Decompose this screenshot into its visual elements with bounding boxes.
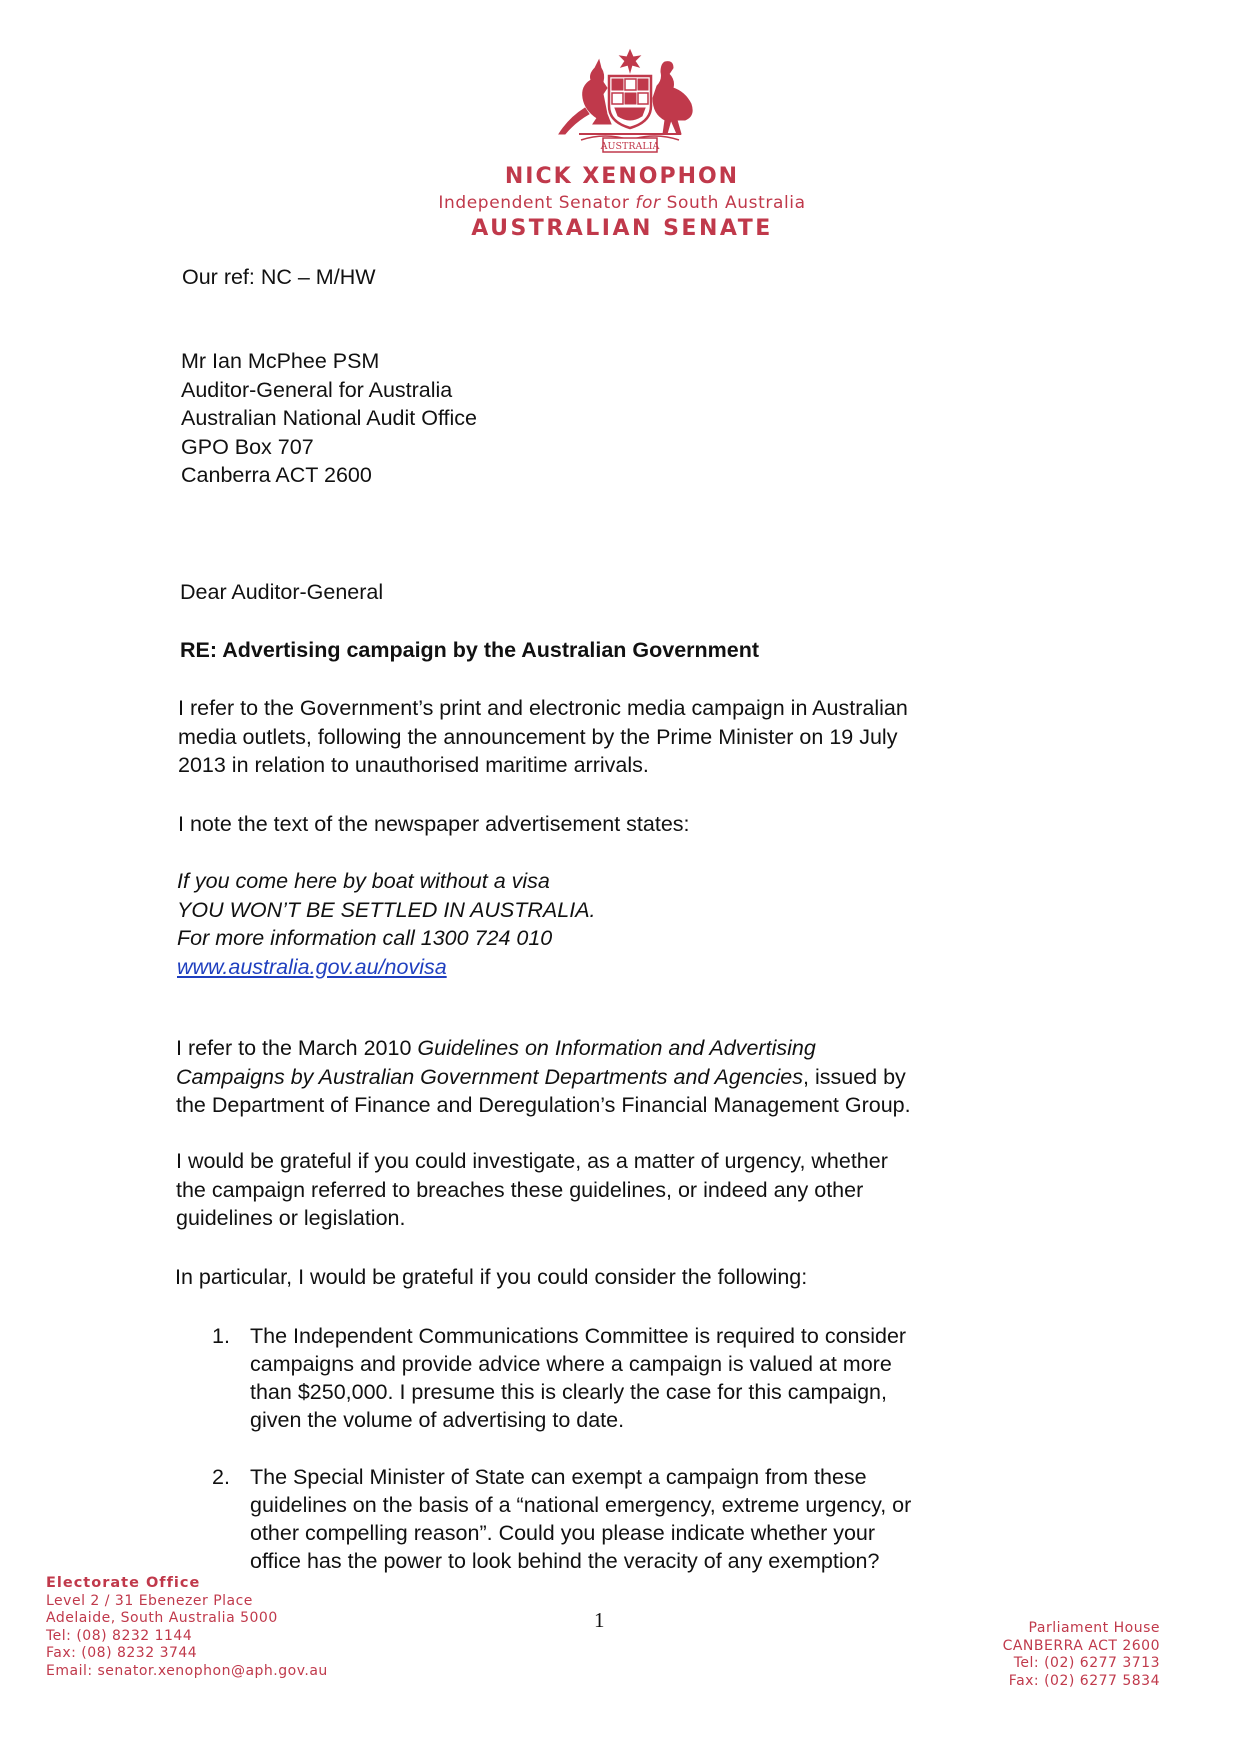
footer-line: Parliament House	[1028, 1620, 1160, 1636]
electorate-office-footer	[46, 1575, 328, 1680]
footer-line: Fax: (08) 8232 3744	[46, 1645, 198, 1661]
footer-line: Level 2 / 31 Ebenezer Place	[46, 1592, 253, 1609]
paragraph-line: I refer to the Government’s print and electronic media campaign in Australian	[178, 696, 908, 720]
subtitle-post: South Australia	[660, 193, 806, 213]
list-line: guidelines on the basis of a “national emergency, extreme urgency, or	[250, 1493, 912, 1517]
list-line: than $250,000. I presume this is clearly the case for this campaign,	[250, 1380, 887, 1404]
our-ref: Our ref: NC – M/HW	[182, 265, 376, 289]
addressee-line: Mr Ian McPhee PSM	[181, 349, 380, 373]
quote-line: For more information call 1300 724 010	[177, 926, 553, 950]
footer-title: Electorate Office	[46, 1575, 201, 1591]
quote-line: If you come here by boat without a visa	[177, 869, 550, 893]
senator-name: NICK XENOPHON	[504, 164, 740, 189]
quote-line: YOU WON’T BE SETTLED IN AUSTRALIA.	[177, 897, 596, 922]
novisa-link[interactable]: www.australia.gov.au/novisa	[177, 954, 447, 979]
paragraph-1	[178, 694, 908, 780]
crest-label: AUSTRALIA	[600, 141, 660, 152]
footer-line: Adelaide, South Australia 5000	[46, 1610, 278, 1626]
guidelines-title: Campaigns by Australian Government Departments and Agencies	[176, 1064, 804, 1089]
addressee-block	[181, 347, 477, 490]
paragraph-3	[176, 1034, 911, 1120]
subtitle-em: for	[635, 193, 661, 213]
paragraph-2: I note the text of the newspaper advertisement states:	[178, 812, 690, 836]
coat-of-arms-logo	[545, 48, 715, 154]
paragraph-5: In particular, I would be grateful if you could consider the following:	[175, 1265, 808, 1289]
page-number: 1	[594, 1608, 605, 1632]
addressee-line: Canberra ACT 2600	[181, 463, 372, 487]
footer-line: Tel: (08) 8232 1144	[46, 1627, 193, 1644]
paragraph-line: guidelines or legislation.	[176, 1206, 406, 1230]
addressee-line: Auditor-General for Australia	[181, 377, 453, 402]
list-number: 2.	[212, 1465, 230, 1489]
salutation: Dear Auditor-General	[180, 580, 384, 604]
paragraph-text: I refer to the March 2010	[176, 1036, 418, 1060]
list-line: campaigns and provide advice where a campaign is valued at more	[250, 1352, 892, 1376]
list-number: 1.	[212, 1324, 230, 1348]
paragraph-line: 2013 in relation to unauthorised maritime arrivals.	[178, 753, 649, 777]
re-subject-line: RE: Advertising campaign by the Australian Government	[180, 638, 760, 662]
footer-line: Tel: (02) 6277 3713	[1013, 1655, 1160, 1671]
paragraph-line: media outlets, following the announcement by the Prime Minister on 19 July	[178, 724, 898, 749]
list-line: The Independent Communications Committee is required to consider	[250, 1324, 907, 1348]
subtitle-pre: Independent Senator	[438, 193, 636, 213]
footer-line: CANBERRA ACT 2600	[1002, 1637, 1160, 1654]
addressee-line: GPO Box 707	[181, 434, 314, 459]
paragraph-text: , issued by	[803, 1064, 906, 1089]
list-line: The Special Minister of State can exempt a campaign from these	[250, 1465, 867, 1489]
list-line: office has the power to look behind the veracity of any exemption?	[250, 1549, 880, 1573]
list-line: other compelling reason”. Could you please indicate whether your	[250, 1521, 876, 1545]
addressee-line: Australian National Audit Office	[181, 406, 477, 430]
senate-heading: AUSTRALIAN SENATE	[471, 216, 773, 241]
paragraph-line: I would be grateful if you could investigate, as a matter of urgency, whether	[176, 1149, 888, 1173]
list-line: given the volume of advertising to date.	[250, 1408, 625, 1432]
senator-subtitle	[0, 193, 1244, 213]
footer-email: Email: senator.xenophon@aph.gov.au	[46, 1662, 328, 1679]
paragraph-line: the campaign referred to breaches these guidelines, or indeed any other	[176, 1177, 864, 1202]
footer-line: Fax: (02) 6277 5834	[1008, 1672, 1160, 1689]
parliament-house-footer	[1003, 1620, 1160, 1690]
paragraph-line: the Department of Finance and Deregulation’s Financial Management Group.	[176, 1093, 911, 1117]
guidelines-title: Guidelines on Information and Advertising	[417, 1036, 816, 1060]
advertisement-quote	[177, 867, 596, 981]
paragraph-4	[176, 1147, 888, 1233]
